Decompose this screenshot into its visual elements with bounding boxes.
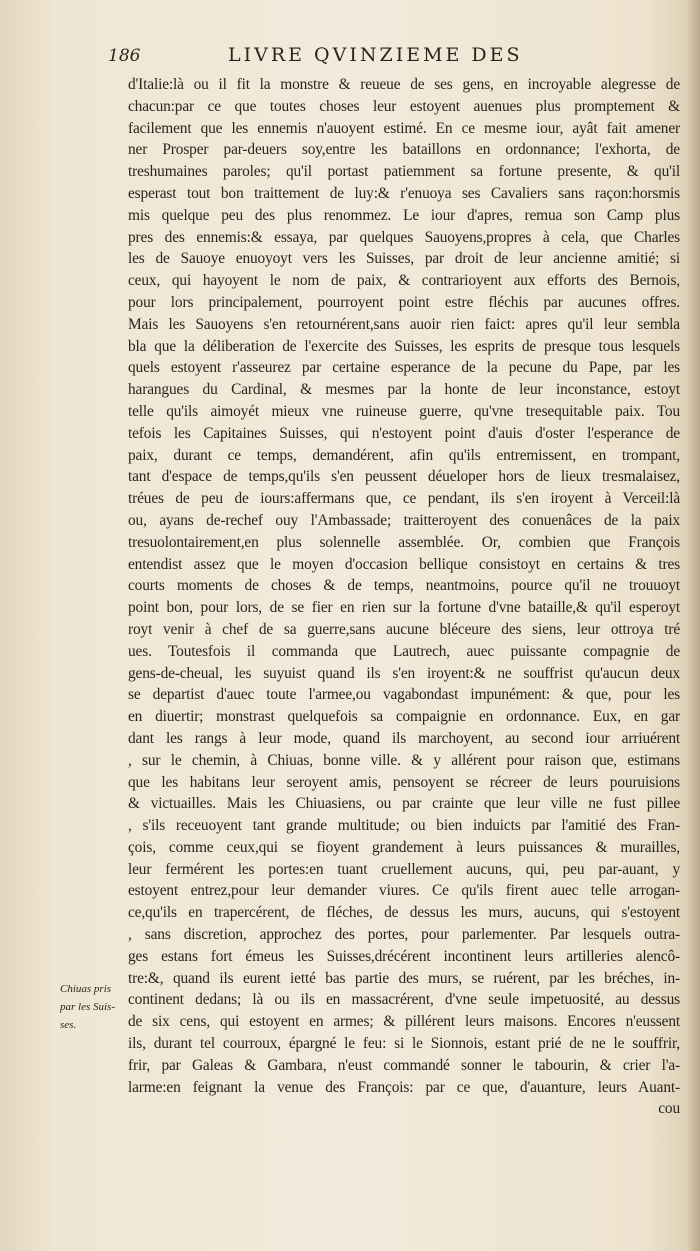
text-line: ils, durant tel courroux, épargné le feu: si le Sionnois, estant prié de ne le souffrir, <box>128 1035 680 1053</box>
text-line: ceux, qui hayoyent le nom de paix, & contrarioyent aux efforts des Bernois, <box>128 272 680 290</box>
text-line: royt venir à chef de sa guerre,sans aucune bléceure des siens, leur ottroya tré <box>128 620 680 638</box>
text-line: pres des ennemis:& essaya, par quelques Sauoyens,propres à cela, que Charles <box>128 228 680 246</box>
text-line: d'Italie:là ou il fit la monstre & reueue de ses gens, en incroyable alegresse de <box>128 76 680 93</box>
text-line: harangues du Cardinal, & mesmes par la honte de leur inconstance, estoyt <box>128 381 680 399</box>
margin-note-line: Chiuas pris <box>60 983 112 995</box>
text-line: bla que la déliberation de l'exercite des Suisses, les esprits de presque tous lesquels <box>128 337 680 355</box>
margin-note-line: ses. <box>60 1019 77 1031</box>
text-line: telle qu'ils aimoyét mieux vne ruineuse guerre, qu'vne tresequitable paix. Tou <box>128 402 680 420</box>
page-edge-shadow <box>686 0 700 1251</box>
text-line: de six cens, qui estoyent en armes; & pillérent leurs maisons. Encores n'eussent <box>128 1013 680 1031</box>
page-number: 186 <box>108 46 141 66</box>
text-line: mis quelque peu des plus renommez. Le iour d'apres, remua son Camp plus <box>128 206 680 224</box>
text-line: continent dedans; là ou ils en massacrérent, d'vne seule impetuosité, au dessus <box>128 991 680 1009</box>
text-line: paix, durant ce temps, demandérent, afin qu'ils entremissent, en trompant, <box>128 446 680 464</box>
text-line: quels estoyent r'asseurez par certaine esperance de la pecune du Pape, par les <box>128 359 680 377</box>
text-line: , sur le chemin, à Chiuas, bonne ville. & y allérent pour raison que, estimans <box>128 751 680 769</box>
text-line: en diuertir; monstrast quelquefois sa compaignie en ordonnance. Eux, en gar <box>128 708 680 726</box>
text-line: tant d'espace de temps,qu'ils s'en peussent déueloper hors de lieux tresmalaisez, <box>128 468 680 486</box>
text-line: pour lors principalement, pourroyent point estre fléchis par aucunes offres. <box>128 293 680 311</box>
text-line: treshumaines paroles; qu'il portast patiemment sa fortune presente, & qu'il <box>128 163 680 181</box>
text-line: esperast tout bon traittement de luy:& r'enuoya ses Cavaliers sans raçon:horsmis <box>128 184 680 202</box>
text-line: tre:&, quand ils eurent ietté bas partie des murs, se ruérent, par les bréches, in- <box>128 969 680 987</box>
text-line: ues. Toutesfois il commanda que Lautrech, auec puissante compagnie de <box>128 642 680 660</box>
text-line: cou <box>658 1100 680 1118</box>
text-line: facilement que les ennemis n'auoyent estimé. En ce mesme iour, ayât fait amener <box>128 119 680 137</box>
text-line: çois, comme ceux,qui se fioyent grandement à leurs puissances & murailles, <box>128 838 680 856</box>
text-line: leur fermérent les portes:en tuant cruellement aucuns, qui, peu par-auant, y <box>128 860 680 878</box>
text-line: point bon, pour lors, de se fier en rien sur la fortune d'vne bataille,& qu'il esperoyt <box>128 599 680 617</box>
running-title: LIVRE QVINZIEME DES <box>228 44 523 66</box>
text-line: Mais les Sauoyens s'en retournérent,sans auoir rien faict: apres qu'il leur sembla <box>128 315 680 333</box>
text-line: les de Sauoye enuoyoyt vers les Suisses, par droit de leur ancienne amitié; si <box>128 250 680 268</box>
text-line: ce,qu'ils en trapercérent, de fléches, de dessus les murs, aucuns, qui s'estoyent <box>128 904 680 922</box>
text-line: larme:en feignant la venue des François: par ce que, d'auanture, leurs Auant- <box>128 1078 680 1096</box>
text-line: tefois les Capitaines Suisses, qui n'estoyent point d'auis d'oster l'esperance de <box>128 424 680 442</box>
text-line: frir, par Galeas & Gambara, n'eust commandé sonner le tabourin, & crier l'a- <box>128 1056 680 1074</box>
text-line: gens-de-cheual, les suyuist quand ils s'en iroyent:& ne souffrist qu'aucun deux <box>128 664 680 682</box>
text-line: se departist d'auec toute l'armee,ou vagabondast impunément: & que, pour les <box>128 686 680 704</box>
text-line: entendist assez que le moyen d'occasion bellique consistoyt en certains & tres <box>128 555 680 573</box>
text-line: courts moments de choses & de temps, neantmoins, pource qu'il ne trouuoyt <box>128 577 680 595</box>
margin-note-line: par les Suis- <box>60 1001 115 1013</box>
text-line: chacun:par ce que toutes choses leur estoyent auenues plus promptement & <box>128 97 680 115</box>
page-header <box>108 44 684 70</box>
body-text <box>128 74 680 1120</box>
text-line: ges estans fort émeus les Suisses,drécérent incontinent leurs artilleries alencô- <box>128 947 680 965</box>
text-line: ner Prosper par-deuers soy,entre les bataillons en ordonnance; l'exhorta, de <box>128 141 680 159</box>
text-line: , sans discretion, approchez des portes, pour parlementer. Par lesquels outra- <box>128 926 680 944</box>
text-line: estoyent entrez,pour leur demander viures. Ce qu'ils firent auec telle arrogan- <box>128 882 680 900</box>
text-line: tresuolontairement,en plus solennelle assemblée. Or, combien que François <box>128 533 680 551</box>
text-line: que les habitans leur seroyent amis, pensoyent se récreer de leurs pouruisions <box>128 773 680 791</box>
text-line: , s'ils receuoyent tant grande multitude; ou bien induicts par l'amitié des Fran- <box>128 817 680 835</box>
text-line: dant les rangs à leur mode, quand ils marchoyent, au second iour arriuérent <box>128 729 680 747</box>
text-line: & victuailles. Mais les Chiuasiens, ou par crainte que leur ville ne fust pillee <box>128 795 680 813</box>
text-line: tréues de peu de iours:affermans que, ce pendant, ils s'en iroyent à Verceil:là <box>128 490 680 508</box>
text-line: ou, ayans de-rechef ouy l'Ambassade; traitteroyent des conuenâces de la paix <box>128 511 680 529</box>
margin-note <box>60 980 124 1034</box>
